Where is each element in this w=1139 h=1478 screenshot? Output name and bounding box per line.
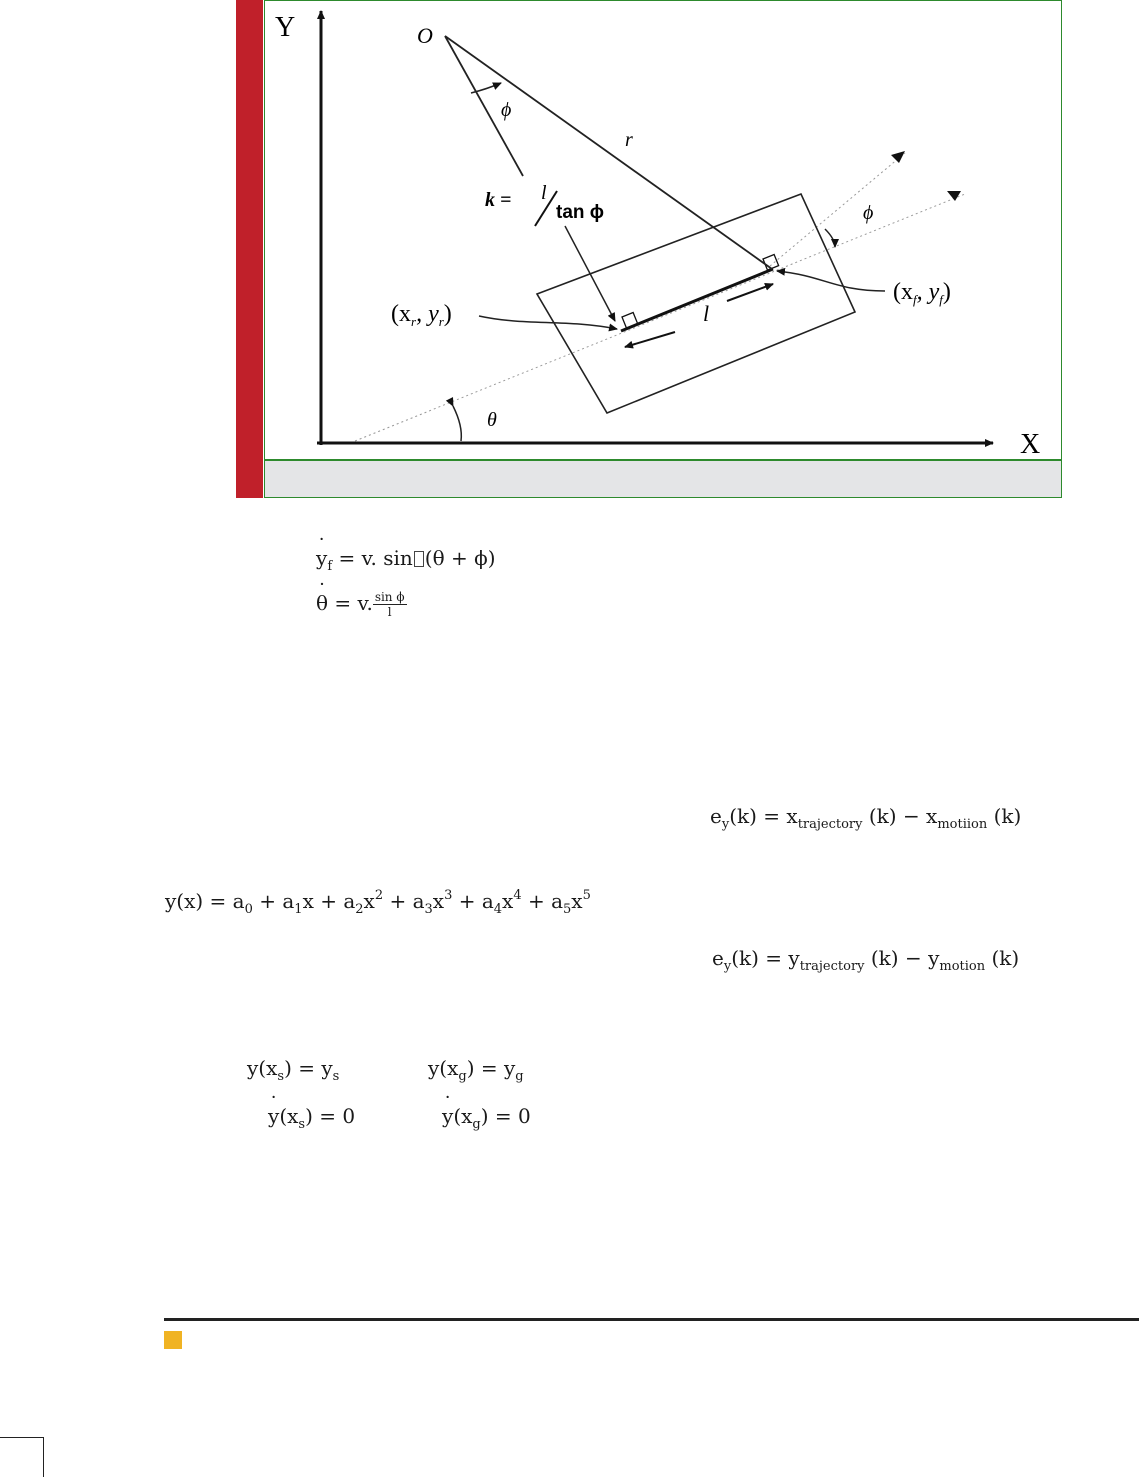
vehicle-body [537,194,855,413]
length-label: l [703,301,710,326]
eq-polynomial: $y(x) = a_0 + a_1x + a_2x^2 + a_3x^3 + a_4x^4 + a_5x^5$ [165,888,591,917]
eq-bc-start-position: $y(x_s) = y_s$ [247,1056,340,1084]
x-axis-label: X [1020,429,1041,460]
length-arrow-back [625,332,675,347]
steer-phi-arc [825,229,835,247]
missing-glyph-box [414,551,424,567]
page-corner-mark [0,1437,43,1478]
wheelbase-line [621,269,773,331]
k-l-label: l [541,182,547,204]
footer-marker [164,1331,182,1349]
front-point-label: ($x_f$, $y_f$) [893,279,951,307]
theta-arc [453,406,461,441]
origin-phi-arc [471,83,501,93]
rear-pointer [479,316,617,329]
origin-phi-label: ϕ [501,99,512,121]
eq-bc-goal-position: $y(x_g) = y_g$ [428,1056,524,1084]
y-axis-label: Y [275,12,296,43]
figure-frame [264,0,1062,460]
eq-bc-start-slope: ˙ $y(x_s) = 0$ [268,1104,355,1132]
vehicle-kinematics-diagram [265,1,1063,461]
steer-line [770,153,905,266]
steer-phi-label: ϕ [863,202,874,224]
eq-error-y: $e_y(k) = y_{trajectory}$ $(k) - y_{motion}$ (k) [712,946,1020,974]
k-eq-label: k = [485,189,512,211]
eq-error-x: $e_y(k) = x_{trajectory}$ $(k) - x_{motiion}$ (k) [710,804,1022,832]
eq-theta-dot: ˙ θ = v. $\frac{\text{sin ϕ}}{l}$ [316,590,407,619]
steer-arrowhead [891,151,905,163]
r-label: r [625,129,633,151]
theta-label: θ [487,409,497,431]
eq-yf-dot: ˙ $y_f = v$. sin (θ + ϕ) [316,546,496,574]
figure-side-bar [236,0,263,498]
eq-bc-goal-slope: ˙ $y(x_g) = 0$ [442,1104,531,1132]
origin-label: O [417,23,433,48]
footer-rule [164,1318,1139,1321]
k-tan-label: tan ϕ [556,202,605,223]
figure-caption-bar [264,460,1062,498]
page-corner-mark-vertical [43,1437,44,1477]
rear-point-label: ($x_r$, $y_r$) [391,301,452,329]
radius-r-line [445,36,772,269]
k-leader-line [565,226,615,321]
theta-fraction: $\frac{\text{sin ϕ}}{l}$ [374,590,405,619]
front-pointer [777,271,885,291]
